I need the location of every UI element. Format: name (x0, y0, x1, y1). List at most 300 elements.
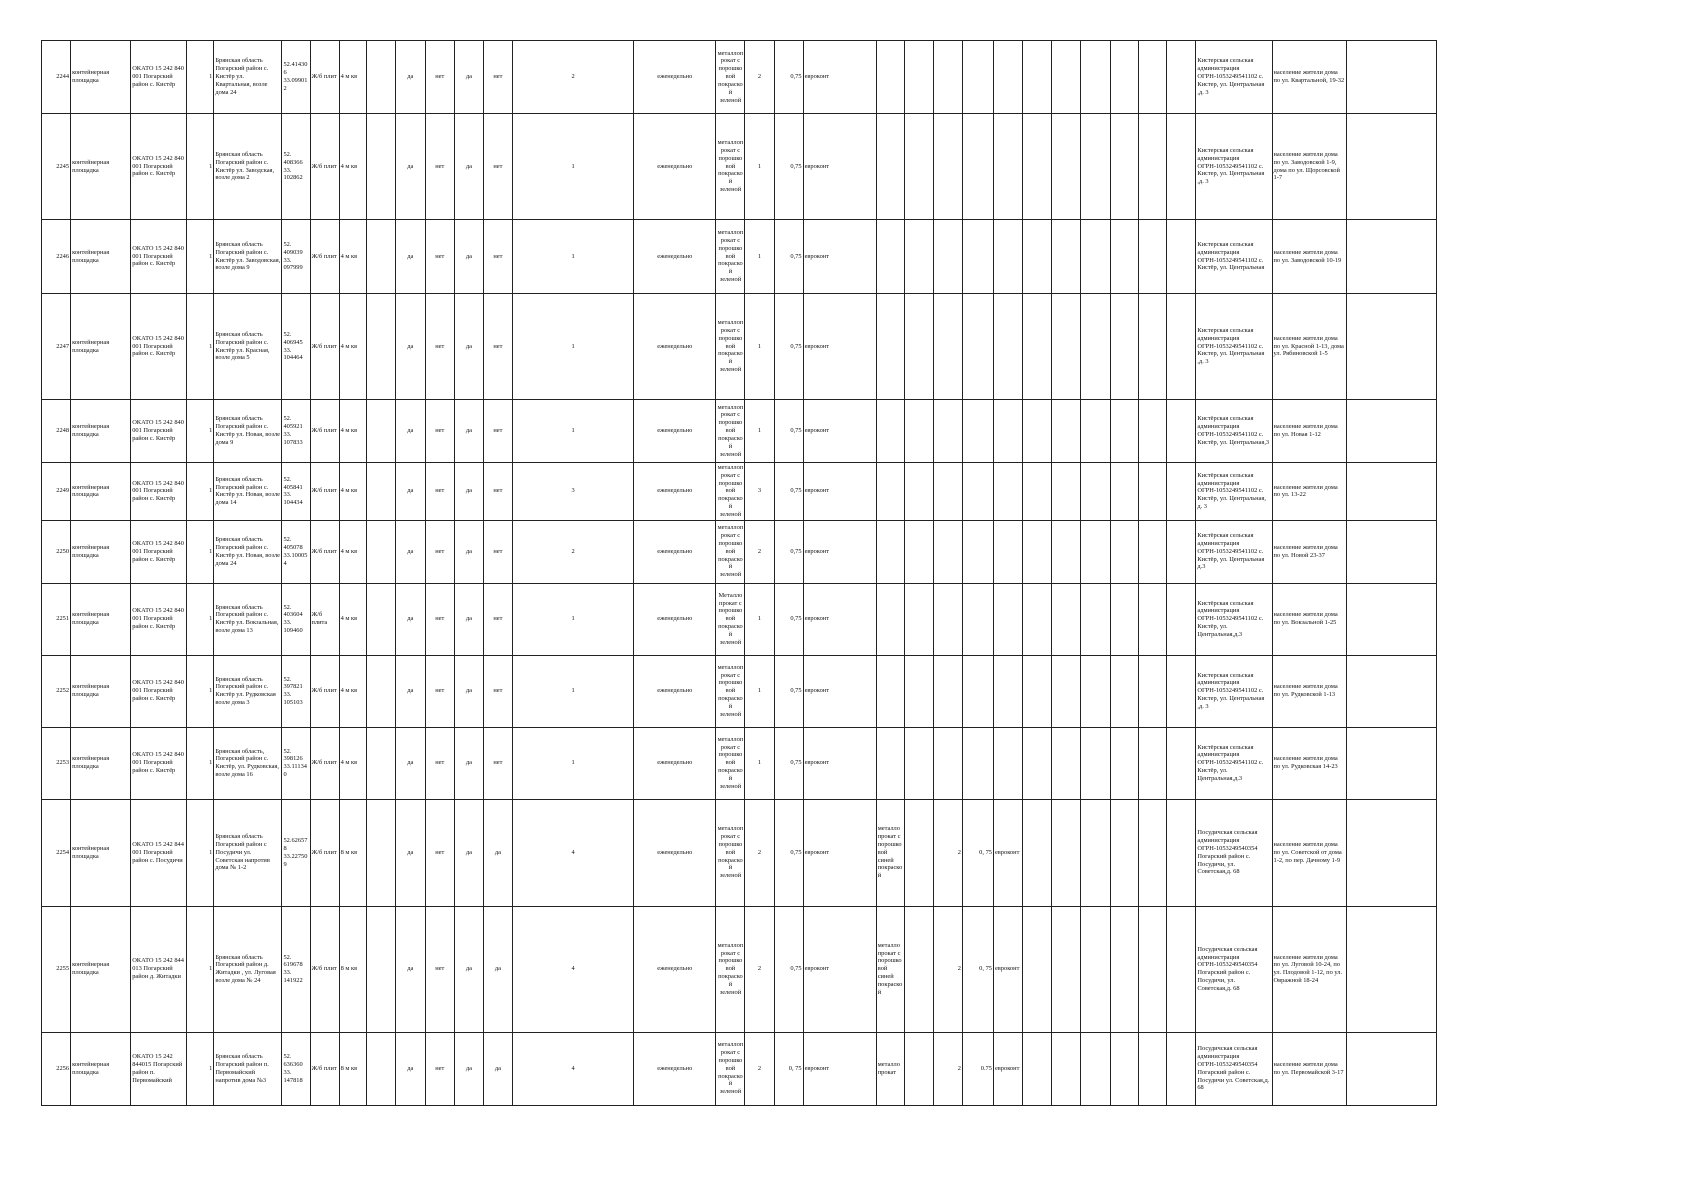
blank-cell (1111, 799, 1139, 906)
site-area: 4 м кв (339, 41, 366, 114)
served-residents: население жители дома по ул. 13-22 (1272, 463, 1346, 521)
blank-cell (1167, 583, 1196, 655)
container-volume: 0,75 (774, 294, 803, 400)
blank-cell (1167, 655, 1196, 727)
collection-frequency: еженедельно (634, 41, 716, 114)
container-material: металлопрокат с порошковой покраской зеленой (716, 463, 745, 521)
blank-cell (1167, 799, 1196, 906)
table-row (42, 727, 1437, 799)
flag-a: да (395, 655, 425, 727)
container-volume-2 (962, 520, 993, 583)
flag-c: да (454, 583, 483, 655)
flag-b: нет (425, 294, 454, 400)
served-residents: население жители дома по ул. Рудковской 1-13 (1272, 655, 1346, 727)
row-number: 2250 (42, 520, 71, 583)
blank-cell (366, 1032, 395, 1105)
responsible-organization: Кистёрская сельская администрация ОГРН-1053249541102 с. Кистёр, ул. Центральная,д.3 (1196, 727, 1272, 799)
container-material: металлопрокат с порошковой покраской зеленой (716, 727, 745, 799)
container-volume: 0,75 (774, 114, 803, 220)
container-quantity: 2 (745, 520, 774, 583)
site-address: Брянская область Погарский район с. Кистёр ул. Новая, возле дома 14 (214, 463, 282, 521)
container-quantity: 1 (745, 294, 774, 400)
container-model-2 (993, 294, 1022, 400)
flag-d: да (483, 906, 512, 1032)
responsible-organization: Кистерская сельская администрация ОГРН-1053249541102 с. Кистёр, ул. Центральная (1196, 220, 1272, 294)
flag-b: нет (425, 41, 454, 114)
container-count: 1 (512, 655, 633, 727)
row-number: 2249 (42, 463, 71, 521)
container-quantity: 2 (745, 41, 774, 114)
table-row (42, 655, 1437, 727)
container-count: 4 (512, 906, 633, 1032)
row-number: 2251 (42, 583, 71, 655)
container-volume: 0, 75 (774, 1032, 803, 1105)
container-volume-2 (962, 220, 993, 294)
table-row (42, 520, 1437, 583)
okato-code: ОКАТО 15 242 844 013 Погарский район д. Житадки (131, 906, 187, 1032)
blank-cell (1346, 799, 1436, 906)
site-type: контейнерная площадка (71, 655, 131, 727)
container-volume: 0,75 (774, 906, 803, 1032)
gps-coordinates: 52.626578 33.227509 (282, 799, 310, 906)
blank-cell (1346, 520, 1436, 583)
responsible-organization: Посудичская сельская администрация ОГРН-1053249540354 Погарский район с. Посудичи, ул. Советская,д. 68 (1196, 906, 1272, 1032)
row-number: 2253 (42, 727, 71, 799)
gps-coordinates: 52. 619678 33. 141922 (282, 906, 310, 1032)
container-count: 4 (512, 1032, 633, 1105)
flag-a: да (395, 1032, 425, 1105)
index-marker: 1 (187, 463, 214, 521)
served-residents: население жители дома по ул. Новой 23-37 (1272, 520, 1346, 583)
okato-code: ОКАТО 15 242 840 001 Погарский район с. Кистёр (131, 114, 187, 220)
blank-cell (1111, 1032, 1139, 1105)
gps-coordinates: 52. 636360 33. 147818 (282, 1032, 310, 1105)
container-model: евроконт (803, 906, 876, 1032)
blank-cell (1052, 655, 1081, 727)
container-model: евроконт (803, 799, 876, 906)
blank-cell (1346, 906, 1436, 1032)
blank-cell (1023, 583, 1052, 655)
blank-cell (1167, 220, 1196, 294)
row-number: 2252 (42, 655, 71, 727)
blank-cell (366, 520, 395, 583)
container-quantity: 1 (745, 583, 774, 655)
blank-cell (1052, 463, 1081, 521)
container-quantity-2 (933, 294, 962, 400)
container-model-2 (993, 520, 1022, 583)
site-area: 4 м кв (339, 400, 366, 463)
container-model: евроконт (803, 520, 876, 583)
container-count: 1 (512, 583, 633, 655)
container-quantity: 3 (745, 463, 774, 521)
blank-cell (1052, 400, 1081, 463)
served-residents: население жители дома по ул. Заводовской 1-9, дома по ул. Щорсовской 1-7 (1272, 114, 1346, 220)
blank-cell (1167, 463, 1196, 521)
blank-cell (366, 727, 395, 799)
blank-cell (904, 520, 933, 583)
blank-cell (1167, 906, 1196, 1032)
container-volume: 0,75 (774, 655, 803, 727)
site-area: 8 м кв (339, 799, 366, 906)
blank-cell (1111, 400, 1139, 463)
responsible-organization: Кистёрская сельская администрация ОГРН-1053249541102 с. Кистёр, ул. Центральная,д.3 (1196, 583, 1272, 655)
container-model-2 (993, 727, 1022, 799)
container-count: 1 (512, 220, 633, 294)
blank-cell (1023, 400, 1052, 463)
blank-cell (904, 114, 933, 220)
blank-cell (904, 463, 933, 521)
flag-c: да (454, 727, 483, 799)
site-address: Брянская область Погарский район с. Кистёр ул. Новая, возле дома 9 (214, 400, 282, 463)
container-count: 4 (512, 799, 633, 906)
site-address: Брянская область Погарский район с. Кистёр ул. Рудковская возле дома 3 (214, 655, 282, 727)
served-residents: население жители дома по ул. Луговой 10-24, по ул. Плодовой 1-12, по ул. Овражной 18-24 (1272, 906, 1346, 1032)
blank-cell (904, 220, 933, 294)
flag-c: да (454, 294, 483, 400)
container-material-2: металлопрокат (876, 1032, 904, 1105)
container-volume-2 (962, 400, 993, 463)
index-marker: 1 (187, 655, 214, 727)
blank-cell (366, 220, 395, 294)
flag-a: да (395, 114, 425, 220)
row-number: 2244 (42, 41, 71, 114)
container-volume: 0,75 (774, 400, 803, 463)
container-quantity-2: 2 (933, 799, 962, 906)
container-model-2 (993, 583, 1022, 655)
okato-code: ОКАТО 15 242 840 001 Погарский район с. Кистёр (131, 220, 187, 294)
blank-cell (1346, 400, 1436, 463)
blank-cell (1111, 114, 1139, 220)
container-material: металлопрокат с порошковой покраской зеленой (716, 655, 745, 727)
collection-frequency: еженедельно (634, 400, 716, 463)
collection-frequency: еженедельно (634, 655, 716, 727)
surface-cover: Ж/б плита (310, 583, 339, 655)
table-row (42, 41, 1437, 114)
site-area: 4 м кв (339, 583, 366, 655)
okato-code: ОКАТО 15 242 840 001 Погарский район с. Кистёр (131, 294, 187, 400)
container-volume-2 (962, 294, 993, 400)
blank-cell (1023, 799, 1052, 906)
row-number: 2255 (42, 906, 71, 1032)
blank-cell (1081, 114, 1111, 220)
flag-d: нет (483, 220, 512, 294)
responsible-organization: Посудичская сельская администрация ОГРН-1053249540354 Погарский район с. Посудичи ул. Советская,д. 68 (1196, 1032, 1272, 1105)
blank-cell (1167, 114, 1196, 220)
container-model: евроконт (803, 400, 876, 463)
container-volume: 0,75 (774, 799, 803, 906)
flag-a: да (395, 906, 425, 1032)
table-row (42, 463, 1437, 521)
blank-cell (904, 400, 933, 463)
index-marker: 1 (187, 906, 214, 1032)
flag-b: нет (425, 220, 454, 294)
container-count: 2 (512, 520, 633, 583)
table-row (42, 400, 1437, 463)
blank-cell (1111, 520, 1139, 583)
flag-c: да (454, 220, 483, 294)
container-quantity: 2 (745, 1032, 774, 1105)
flag-c: да (454, 520, 483, 583)
site-type: контейнерная площадка (71, 906, 131, 1032)
flag-c: да (454, 463, 483, 521)
container-count: 2 (512, 41, 633, 114)
gps-coordinates: 52.414306 33.099012 (282, 41, 310, 114)
container-volume-2 (962, 655, 993, 727)
container-volume-2 (962, 727, 993, 799)
blank-cell (1023, 114, 1052, 220)
blank-cell (1346, 114, 1436, 220)
okato-code: ОКАТО 15 242 844015 Погарский район п. Первомайский (131, 1032, 187, 1105)
table-row (42, 114, 1437, 220)
index-marker: 1 (187, 799, 214, 906)
blank-cell (366, 583, 395, 655)
index-marker: 1 (187, 1032, 214, 1105)
responsible-organization: Кистёрская сельская администрация ОГРН-1053249541102 с. Кистёр, ул. Центральная д.3 (1196, 520, 1272, 583)
index-marker: 1 (187, 294, 214, 400)
container-model: евроконт (803, 463, 876, 521)
flag-d: нет (483, 583, 512, 655)
container-quantity-2 (933, 400, 962, 463)
flag-c: да (454, 799, 483, 906)
container-material: металлопрокат с порошковой покраской зеленой (716, 520, 745, 583)
blank-cell (1081, 799, 1111, 906)
site-address: Брянская область Погарский район с. Кистёр ул. Заводская, возле дома 2 (214, 114, 282, 220)
served-residents: население жители дома по ул. Красной 1-13, дома ул. Рябиновской 1-5 (1272, 294, 1346, 400)
flag-d: нет (483, 655, 512, 727)
blank-cell (1111, 727, 1139, 799)
blank-cell (1081, 583, 1111, 655)
blank-cell (1111, 906, 1139, 1032)
container-quantity: 1 (745, 114, 774, 220)
container-material: металлопрокат с порошковой покраской зеленой (716, 220, 745, 294)
collection-frequency: еженедельно (634, 583, 716, 655)
container-model-2: евроконт (993, 1032, 1022, 1105)
flag-b: нет (425, 114, 454, 220)
surface-cover: Ж/б плит (310, 520, 339, 583)
container-model: евроконт (803, 1032, 876, 1105)
blank-cell (1167, 520, 1196, 583)
served-residents: население жители дома по ул. Вокзальной 1-25 (1272, 583, 1346, 655)
container-volume: 0,75 (774, 463, 803, 521)
blank-cell (1052, 294, 1081, 400)
okato-code: ОКАТО 15 242 840 001 Погарский район с. Кистёр (131, 463, 187, 521)
blank-cell (1139, 655, 1167, 727)
blank-cell (1346, 727, 1436, 799)
container-model: евроконт (803, 727, 876, 799)
container-material-2: металлопрокат с порошковой синей покраской (876, 906, 904, 1032)
gps-coordinates: 52. 408366 33. 102862 (282, 114, 310, 220)
blank-cell (1139, 41, 1167, 114)
flag-b: нет (425, 463, 454, 521)
flag-a: да (395, 220, 425, 294)
blank-cell (1081, 906, 1111, 1032)
gps-coordinates: 52. 409039 33. 097999 (282, 220, 310, 294)
blank-cell (1052, 520, 1081, 583)
container-volume: 0,75 (774, 583, 803, 655)
site-area: 4 м кв (339, 114, 366, 220)
surface-cover: Ж/б плит (310, 220, 339, 294)
blank-cell (366, 400, 395, 463)
site-address: Брянская область Погарский район с. Кистёр ул. Квартальная, возле дома 24 (214, 41, 282, 114)
blank-cell (1081, 1032, 1111, 1105)
container-material-2 (876, 727, 904, 799)
blank-cell (1167, 1032, 1196, 1105)
blank-cell (1052, 41, 1081, 114)
container-quantity-2 (933, 727, 962, 799)
blank-cell (366, 906, 395, 1032)
blank-cell (1023, 294, 1052, 400)
blank-cell (1023, 1032, 1052, 1105)
blank-cell (1081, 41, 1111, 114)
container-quantity: 1 (745, 655, 774, 727)
served-residents: население жители дома по ул. Первомайской 3-17 (1272, 1032, 1346, 1105)
blank-cell (1023, 655, 1052, 727)
blank-cell (1346, 1032, 1436, 1105)
blank-cell (1139, 799, 1167, 906)
blank-cell (1111, 463, 1139, 521)
blank-cell (1139, 294, 1167, 400)
index-marker: 1 (187, 114, 214, 220)
blank-cell (1139, 1032, 1167, 1105)
blank-cell (1081, 520, 1111, 583)
blank-cell (1139, 583, 1167, 655)
flag-b: нет (425, 799, 454, 906)
blank-cell (1111, 655, 1139, 727)
container-volume: 0,75 (774, 41, 803, 114)
responsible-organization: Кистёрская сельская администрация ОГРН-1053249541102 с. Кистёр, ул. Центральная,3 (1196, 400, 1272, 463)
flag-d: нет (483, 41, 512, 114)
index-marker: 1 (187, 400, 214, 463)
container-quantity: 1 (745, 220, 774, 294)
container-quantity-2 (933, 583, 962, 655)
container-material: Металлопрокат с порошковой покраской зеленой (716, 583, 745, 655)
flag-a: да (395, 41, 425, 114)
container-count: 1 (512, 727, 633, 799)
blank-cell (1139, 114, 1167, 220)
gps-coordinates: 52. 397821 33. 105103 (282, 655, 310, 727)
container-material-2 (876, 220, 904, 294)
blank-cell (1023, 727, 1052, 799)
site-area: 4 м кв (339, 727, 366, 799)
site-area: 4 м кв (339, 655, 366, 727)
row-number: 2245 (42, 114, 71, 220)
surface-cover: Ж/б плит (310, 294, 339, 400)
row-number: 2246 (42, 220, 71, 294)
blank-cell (1023, 520, 1052, 583)
container-material-2 (876, 114, 904, 220)
container-material-2 (876, 294, 904, 400)
flag-d: нет (483, 520, 512, 583)
container-quantity-2: 2 (933, 1032, 962, 1105)
container-model-2 (993, 220, 1022, 294)
row-number: 2254 (42, 799, 71, 906)
container-count: 1 (512, 294, 633, 400)
site-address: Брянская область Погарский район с. Кистёр ул. Заводовская, возле дома 9 (214, 220, 282, 294)
okato-code: ОКАТО 15 242 840 001 Погарский район с. Кистёр (131, 520, 187, 583)
collection-frequency: еженедельно (634, 463, 716, 521)
site-address: Брянская область Погарский район д. Житадки , ул. Луговая возле дома № 24 (214, 906, 282, 1032)
gps-coordinates: 52. 403604 33. 109460 (282, 583, 310, 655)
surface-cover: Ж/б плит (310, 114, 339, 220)
blank-cell (1139, 727, 1167, 799)
collection-frequency: еженедельно (634, 114, 716, 220)
surface-cover: Ж/б плит (310, 41, 339, 114)
blank-cell (904, 655, 933, 727)
container-material-2: металлопрокат с порошковой синей покраской (876, 799, 904, 906)
site-type: контейнерная площадка (71, 1032, 131, 1105)
site-type: контейнерная площадка (71, 114, 131, 220)
collection-frequency: еженедельно (634, 799, 716, 906)
container-model: евроконт (803, 655, 876, 727)
blank-cell (1167, 727, 1196, 799)
blank-cell (1346, 220, 1436, 294)
blank-cell (1346, 655, 1436, 727)
blank-cell (1111, 583, 1139, 655)
blank-cell (366, 41, 395, 114)
container-material: металлопрокат с порошковой покраской зеленой (716, 400, 745, 463)
flag-a: да (395, 400, 425, 463)
index-marker: 1 (187, 220, 214, 294)
gps-coordinates: 52. 406945 33. 104464 (282, 294, 310, 400)
site-type: контейнерная площадка (71, 463, 131, 521)
blank-cell (1346, 463, 1436, 521)
container-model-2: евроконт (993, 799, 1022, 906)
blank-cell (1023, 41, 1052, 114)
site-type: контейнерная площадка (71, 41, 131, 114)
flag-b: нет (425, 583, 454, 655)
container-count: 3 (512, 463, 633, 521)
collection-frequency: еженедельно (634, 520, 716, 583)
flag-c: да (454, 906, 483, 1032)
container-material: металлопрокат с порошковой покраской зеленой (716, 799, 745, 906)
container-model: евроконт (803, 583, 876, 655)
container-model-2: евроконт (993, 906, 1022, 1032)
site-address: Брянская область Погарский район с. Кистёр ул. Вокзальная, возле дома 13 (214, 583, 282, 655)
collection-frequency: еженедельно (634, 727, 716, 799)
flag-a: да (395, 463, 425, 521)
site-type: контейнерная площадка (71, 799, 131, 906)
blank-cell (904, 294, 933, 400)
container-quantity: 2 (745, 799, 774, 906)
okato-code: ОКАТО 15 242 844 001 Погарский район с. Посудичи (131, 799, 187, 906)
container-quantity-2 (933, 463, 962, 521)
site-area: 4 м кв (339, 294, 366, 400)
container-quantity-2 (933, 114, 962, 220)
site-type: контейнерная площадка (71, 220, 131, 294)
site-area: 4 м кв (339, 220, 366, 294)
blank-cell (1052, 1032, 1081, 1105)
table-row (42, 799, 1437, 906)
surface-cover: Ж/б плит (310, 463, 339, 521)
okato-code: ОКАТО 15 242 840 001 Погарский район с. Кистёр (131, 583, 187, 655)
blank-cell (1052, 799, 1081, 906)
container-model-2 (993, 655, 1022, 727)
flag-a: да (395, 727, 425, 799)
container-volume: 0,75 (774, 727, 803, 799)
served-residents: население жители дома по ул. Новая 1-12 (1272, 400, 1346, 463)
responsible-organization: Кистерская сельская администрация ОГРН-1053249541102 с. Кистер, ул. Центральная ,д. 3 (1196, 294, 1272, 400)
blank-cell (1139, 520, 1167, 583)
flag-c: да (454, 400, 483, 463)
site-type: контейнерная площадка (71, 520, 131, 583)
container-quantity: 2 (745, 906, 774, 1032)
blank-cell (1111, 220, 1139, 294)
row-number: 2248 (42, 400, 71, 463)
collection-frequency: еженедельно (634, 906, 716, 1032)
flag-c: да (454, 655, 483, 727)
blank-cell (904, 583, 933, 655)
blank-cell (1081, 463, 1111, 521)
